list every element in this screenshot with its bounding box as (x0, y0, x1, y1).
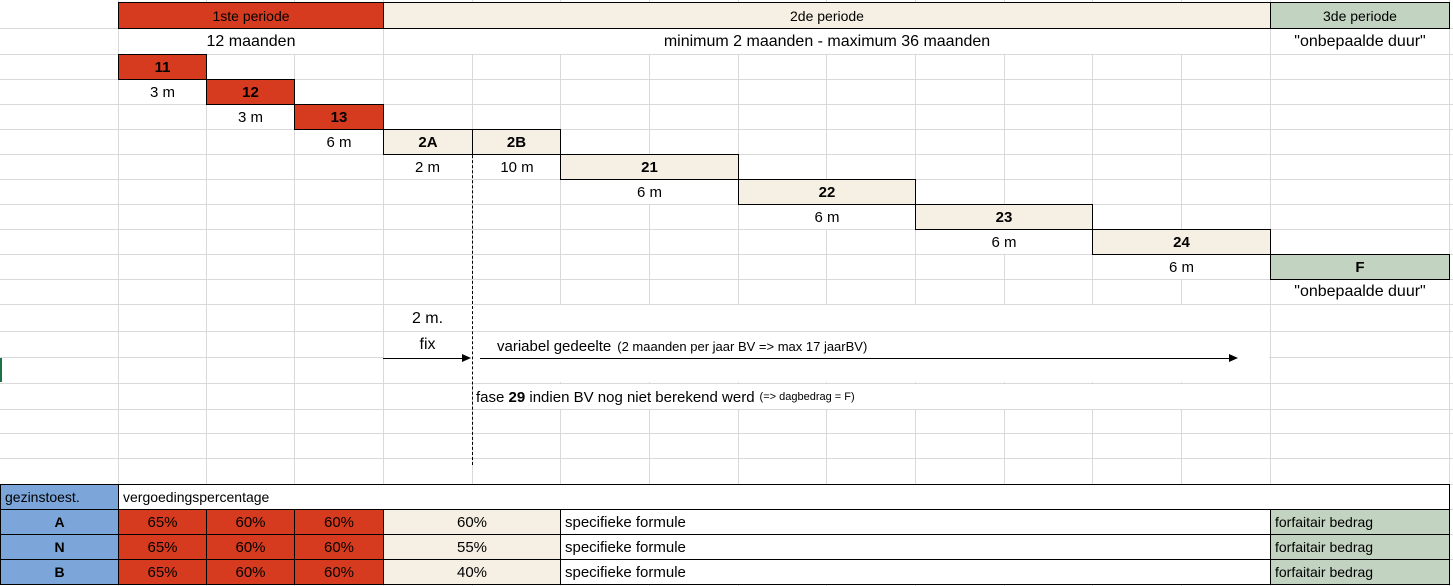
table-cell-formula: specifieke formule (560, 534, 1271, 560)
notes-blank (384, 305, 1269, 331)
phase-22-duration: 6 m (739, 205, 915, 229)
phase-2B-duration: 10 m (474, 155, 560, 179)
table-cell-pct: 60% (206, 534, 295, 560)
fix-label-line1: 2 m. (411, 309, 444, 327)
phase-2A: 2A (383, 129, 473, 155)
table-cell-pct: 65% (118, 509, 207, 535)
table-cell-formula: specifieke formule (560, 559, 1271, 585)
phase-24: 24 (1092, 229, 1271, 255)
phase-2A-duration: 2 m (384, 155, 471, 179)
table-cell-forfait: forfaitair bedrag (1270, 534, 1450, 560)
table-cell-forfait: forfaitair bedrag (1270, 509, 1450, 535)
phase-11: 11 (118, 54, 207, 80)
phase-23: 23 (915, 204, 1093, 230)
phase-21: 21 (560, 154, 739, 180)
variabel-small: (2 maanden per jaar BV => max 17 jaarBV) (617, 338, 868, 354)
fix-arrow-head (462, 354, 471, 362)
phase-F-duration: "onbepaalde duur" (1271, 280, 1449, 304)
period3-header: 3de periode (1270, 2, 1450, 29)
table-header-percentage: vergoedingspercentage (118, 484, 1450, 510)
period3-duration: "onbepaalde duur" (1294, 32, 1426, 50)
table-header-gezinstoestand: gezinstoest. (0, 484, 119, 510)
fase-small: (=> dagbedrag = F) (759, 391, 855, 403)
phase-12-duration: 3 m (207, 105, 294, 129)
variabel-note (493, 335, 867, 357)
table-row-code: N (0, 534, 119, 560)
phase-21-duration: 6 m (561, 180, 738, 204)
period1-duration: 12 maanden (206, 32, 296, 50)
variabel-arrow-head (1229, 354, 1238, 362)
table-row-code: A (0, 509, 119, 535)
table-cell-pct: 60% (206, 559, 295, 585)
variabel-main: variabel gedeelte (497, 337, 612, 355)
table-cell-pct: 60% (294, 559, 384, 585)
table-cell-pct: 60% (294, 509, 384, 535)
fase-number: 29 (508, 388, 526, 406)
phase-12: 12 (206, 79, 295, 105)
table-cell-pct: 60% (206, 509, 295, 535)
fase-rest: indien BV nog niet berekend werd (525, 388, 755, 406)
table-row-code: B (0, 559, 119, 585)
variabel-arrow-line (480, 358, 1230, 359)
phase-23-duration: 6 m (916, 230, 1092, 254)
period2-header: 2de periode (383, 2, 1271, 29)
table-cell-pct: 65% (118, 559, 207, 585)
period2-duration: minimum 2 maanden - maximum 36 maanden (663, 32, 991, 50)
phase-24-duration: 6 m (1093, 255, 1270, 279)
fase-note (472, 385, 855, 409)
table-cell-pct: 60% (294, 534, 384, 560)
selection-marker (0, 358, 2, 382)
table-cell-pct: 55% (383, 534, 561, 560)
fase-prefix: fase (476, 388, 509, 406)
fix-label-line2: fix (419, 336, 436, 353)
phase-13-duration: 6 m (295, 130, 383, 154)
fix-boundary-dashed-line (472, 130, 473, 465)
phase-13: 13 (294, 104, 384, 130)
table-cell-pct: 65% (118, 534, 207, 560)
table-cell-forfait: forfaitair bedrag (1270, 559, 1450, 585)
table-cell-pct: 40% (383, 559, 561, 585)
table-cell-formula: specifieke formule (560, 509, 1271, 535)
fix-arrow-line (383, 358, 463, 359)
period1-header: 1ste periode (118, 2, 384, 29)
phase-22: 22 (738, 179, 916, 205)
phase-F: F (1270, 254, 1450, 280)
phase-2B: 2B (472, 129, 561, 155)
phase-11-duration: 3 m (119, 80, 206, 104)
table-cell-pct: 60% (383, 509, 561, 535)
